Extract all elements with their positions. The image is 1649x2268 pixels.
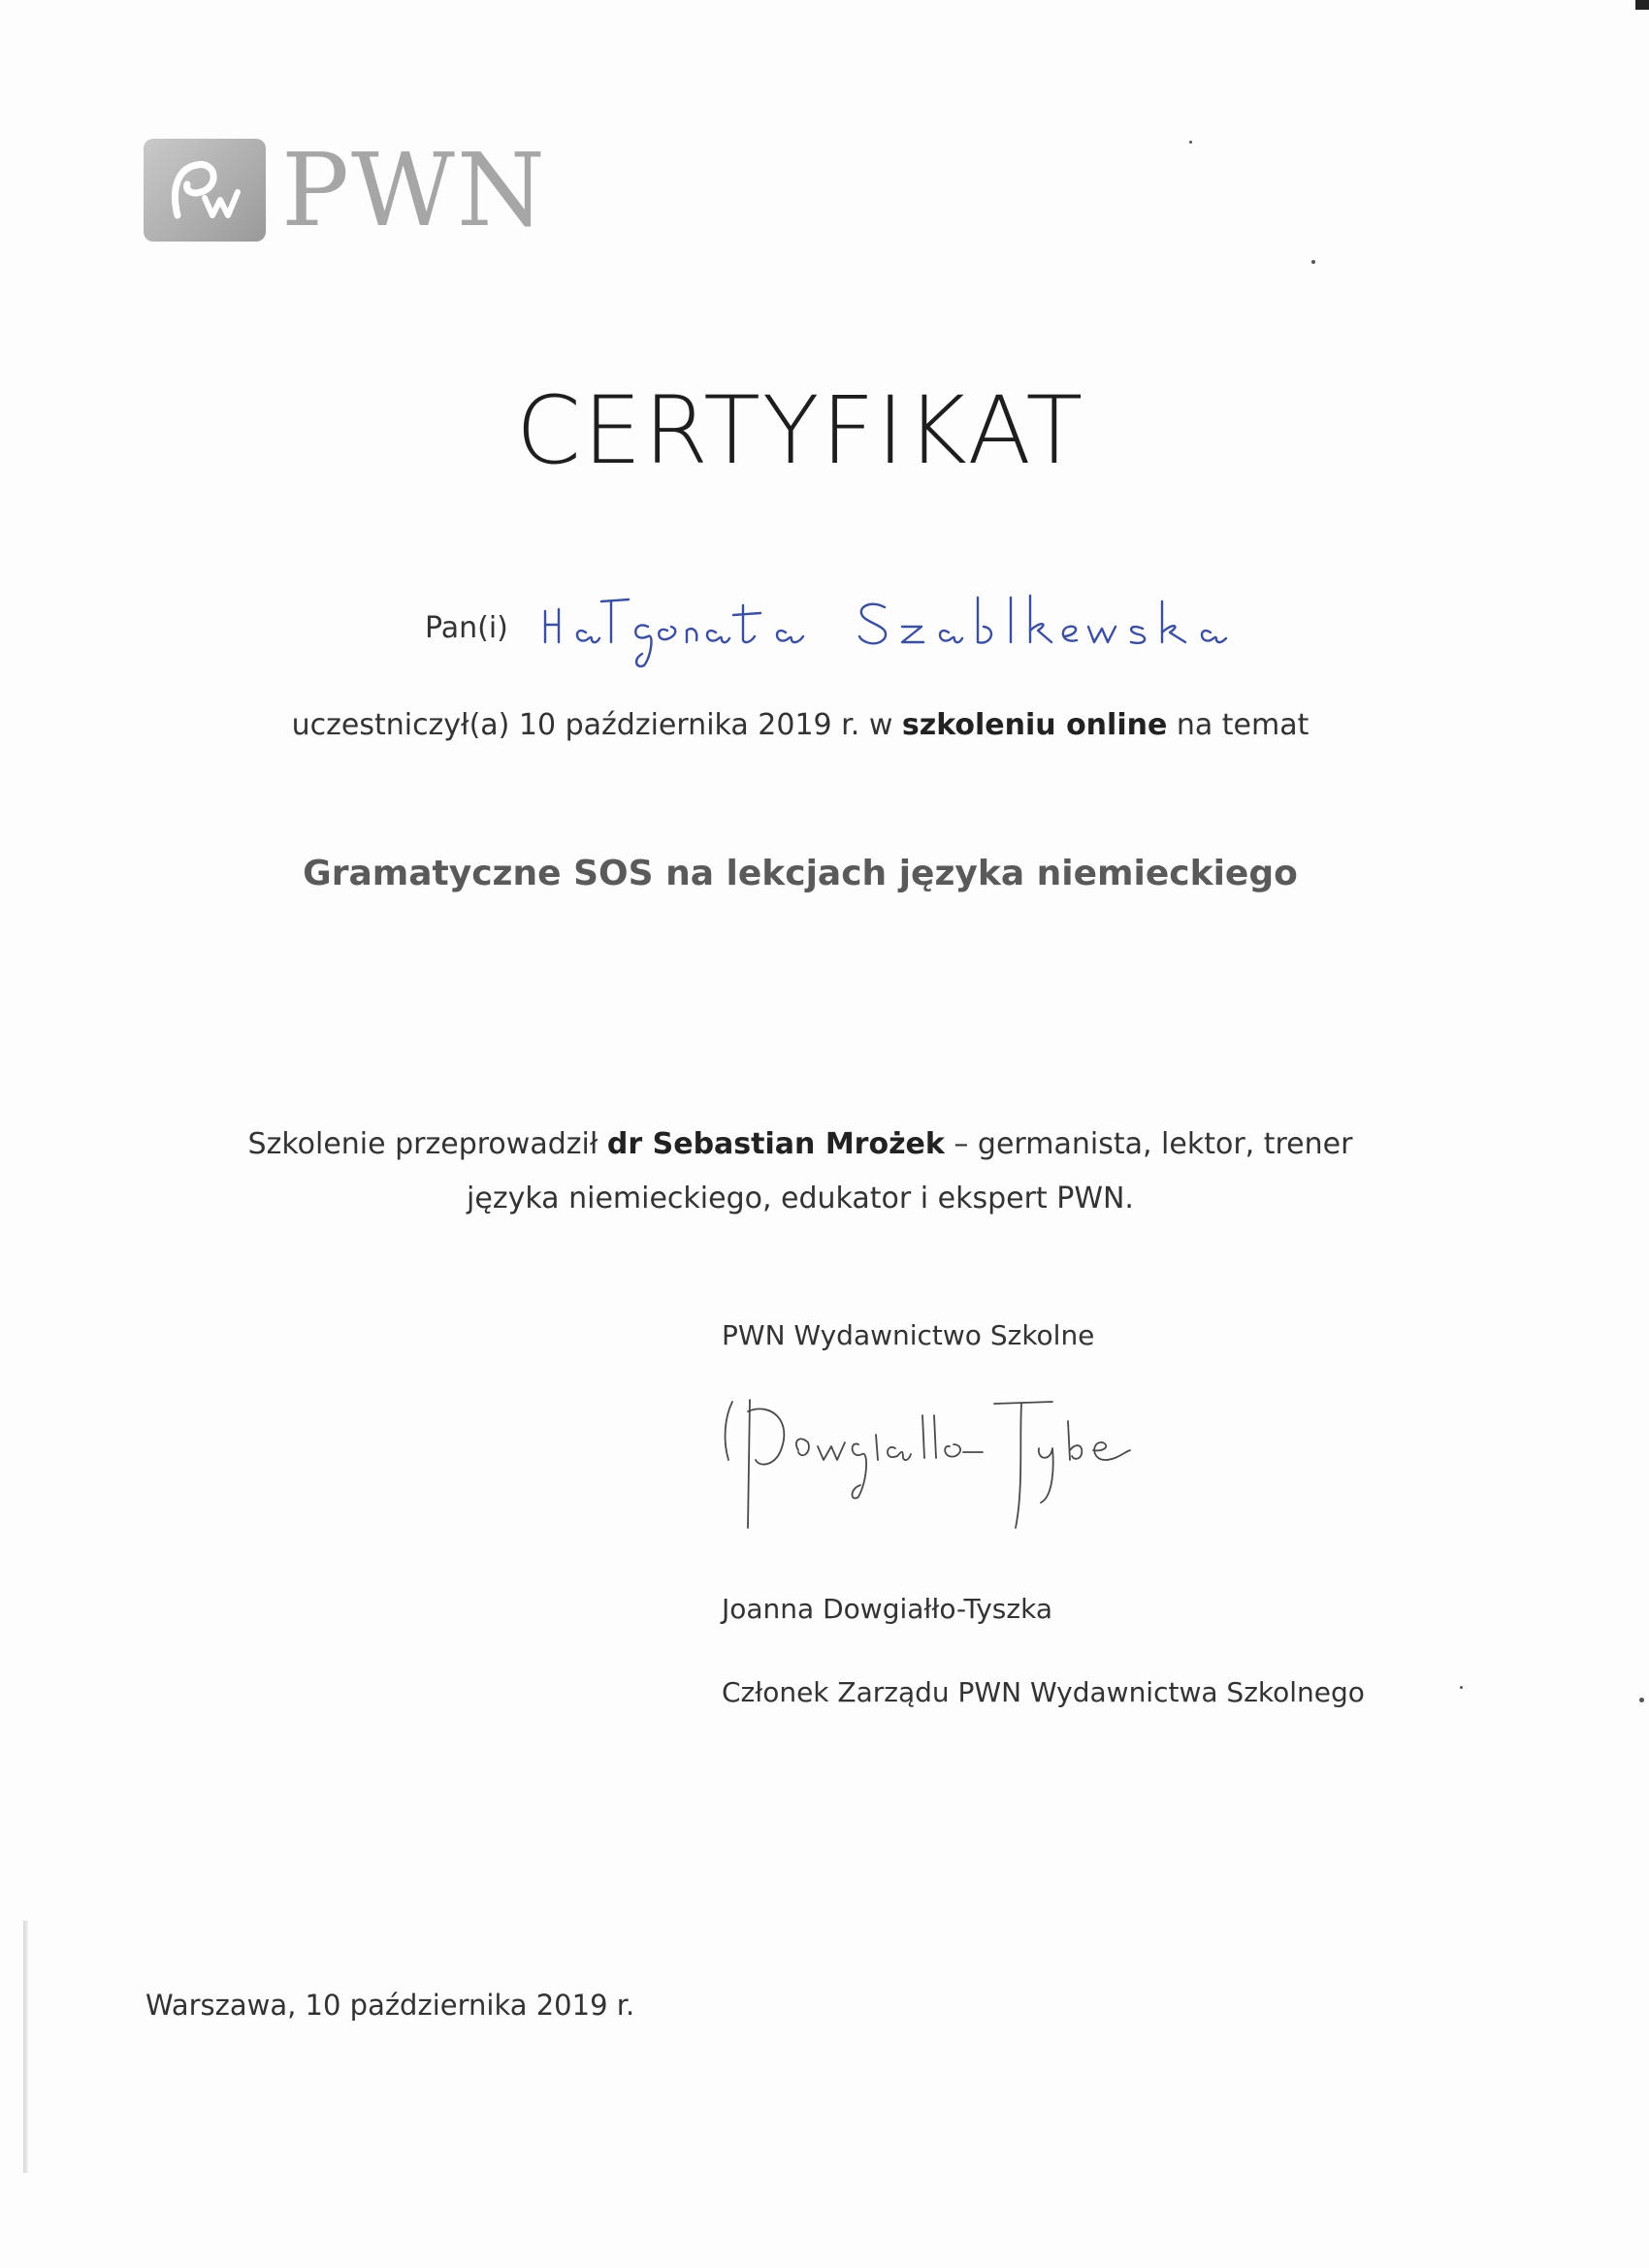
trainer-name: dr Sebastian Mrożek — [606, 1127, 945, 1161]
scan-speck — [1639, 1698, 1644, 1702]
scan-edge — [23, 1921, 28, 2173]
participation-text-after: na temat — [1176, 708, 1310, 742]
recipient-handwritten-name — [535, 582, 1379, 673]
participation-text-before: uczestniczył(a) 10 października 2019 r. w — [291, 708, 893, 742]
signatory-role: Członek Zarządu PWN Wydawnictwa Szkolnego — [722, 1676, 1365, 1708]
logo-brand-text: PWN — [281, 131, 547, 249]
participation-emphasis: szkoleniu online — [901, 708, 1168, 742]
pwn-logo-icon — [144, 139, 266, 242]
issuer-organization: PWN Wydawnictwo Szkolne — [722, 1319, 1095, 1351]
signatory-name: Joanna Dowgiałło-Tyszka — [722, 1593, 1052, 1625]
recipient-prefix: Pan(i) — [425, 610, 508, 645]
certificate-title: CERTYFIKAT — [515, 376, 1085, 485]
scan-corner-mark — [1635, 0, 1649, 10]
course-title: Gramatyczne SOS na lekcjach języka niemieckiego — [303, 854, 1298, 893]
trainer-text-before: Szkolenie przeprowadził — [247, 1127, 598, 1161]
handwritten-signature-icon — [703, 1382, 1169, 1541]
scan-speck — [1189, 141, 1192, 144]
trainer-line-2: języka niemieckiego, edukator i ekspert PWN. — [467, 1182, 1134, 1215]
pwn-logo — [144, 131, 547, 249]
trainer-line-1 — [0, 1127, 1600, 1161]
recipient-row — [425, 582, 1379, 673]
participation-line — [0, 708, 1600, 742]
place-date: Warszawa, 10 października 2019 r. — [146, 1989, 635, 2022]
scan-speck — [1311, 260, 1315, 264]
scan-speck — [1460, 1686, 1463, 1689]
trainer-text-after: – germanista, lektor, trener — [954, 1127, 1353, 1161]
